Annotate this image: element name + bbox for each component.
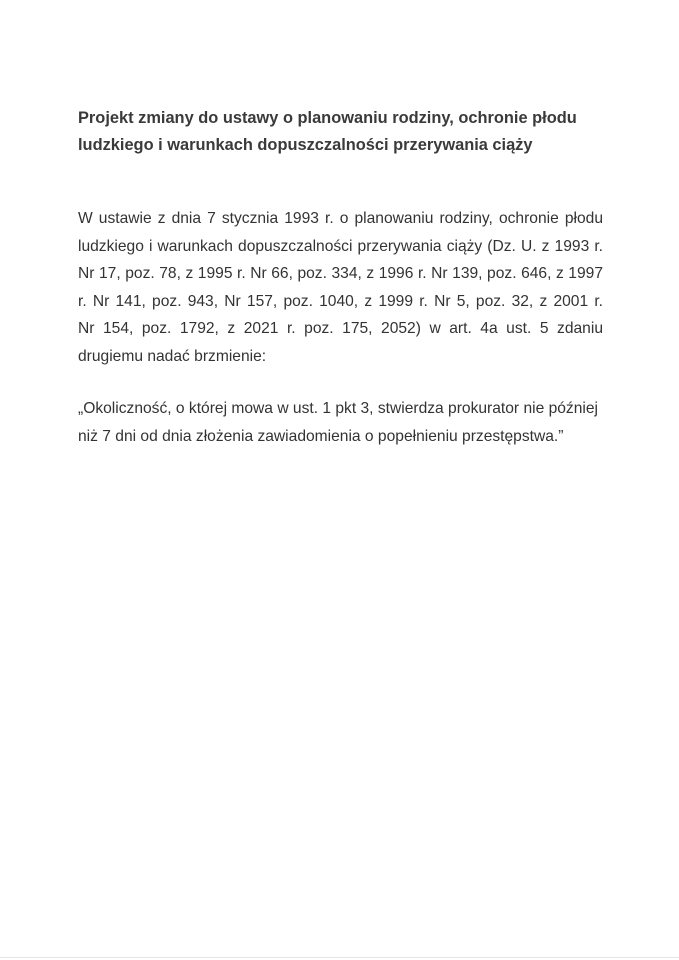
paragraph-line: Nr 154, poz. 1792, z 2021 r. poz. 175, 2052) w art. 4a ust. 5 zdaniu — [78, 320, 603, 337]
page-bottom-divider — [0, 957, 679, 958]
paragraph-line: drugiemu nadać brzmienie: — [78, 347, 267, 365]
quoted-provision — [78, 395, 608, 450]
quote-line: „Okoliczność, o której mowa w ust. 1 pkt 3, stwierdza prokurator nie później — [78, 400, 599, 417]
title-line: ludzkiego i warunkach dopuszczalności przerywania ciąży — [78, 136, 533, 154]
quote-line: niż 7 dni od dnia złożenia zawiadomienia o popełnieniu przestępstwa.” — [78, 427, 564, 445]
document-title — [78, 105, 608, 159]
paragraph-line: ludzkiego i warunkach dopuszczalności przerywania ciąży (Dz. U. z 1993 r. — [78, 237, 603, 255]
title-line: Projekt zmiany do ustawy o planowaniu rodziny, ochronie płodu — [78, 109, 577, 127]
paragraph-line: Nr 17, poz. 78, z 1995 r. Nr 66, poz. 334, z 1996 r. Nr 139, poz. 646, z 1997 — [78, 265, 603, 282]
paragraph-line: W ustawie z dnia 7 stycznia 1993 r. o planowaniu rodziny, ochronie płodu — [78, 210, 603, 227]
paragraph-line: r. Nr 141, poz. 943, Nr 157, poz. 1040, z 1999 r. Nr 5, poz. 32, z 2001 r. — [78, 292, 603, 310]
amendment-paragraph — [78, 205, 603, 370]
